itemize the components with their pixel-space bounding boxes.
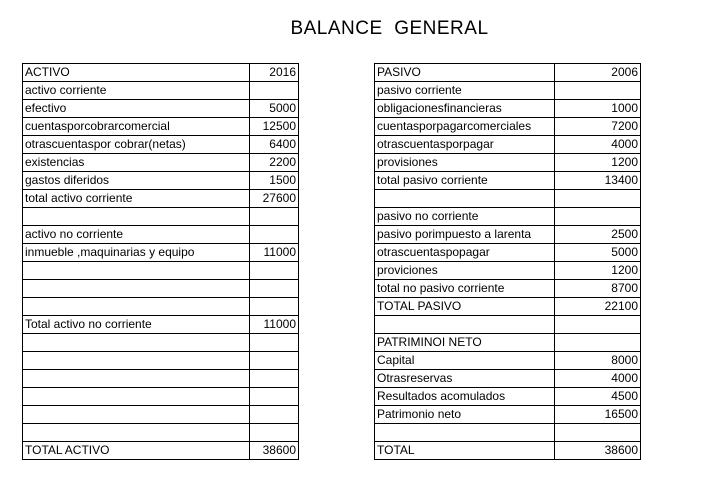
activo-label-cell[interactable]: total activo corriente <box>23 190 250 208</box>
activo-value-cell[interactable]: 27600 <box>250 190 299 208</box>
activo-value-cell[interactable] <box>250 406 299 424</box>
pasivo-value-cell[interactable] <box>555 334 641 352</box>
pasivo-row <box>375 64 641 82</box>
pasivo-row <box>375 406 641 424</box>
activo-label-cell[interactable]: inmueble ,maquinarias y equipo <box>23 244 250 262</box>
activo-label-cell[interactable]: ACTIVO <box>23 64 250 82</box>
pasivo-value-cell[interactable] <box>555 82 641 100</box>
page-title: BALANCE GENERAL <box>290 18 489 39</box>
pasivo-label-cell[interactable]: otrascuentasporpagar <box>375 136 555 154</box>
activo-row <box>23 100 299 118</box>
activo-row <box>23 370 299 388</box>
activo-row <box>23 406 299 424</box>
pasivo-row <box>375 280 641 298</box>
activo-row <box>23 388 299 406</box>
pasivo-value-cell[interactable]: 4500 <box>555 388 641 406</box>
pasivo-row <box>375 424 641 442</box>
pasivo-row <box>375 118 641 136</box>
pasivo-label-cell[interactable]: Patrimonio neto <box>375 406 555 424</box>
activo-label-cell[interactable] <box>23 424 250 442</box>
pasivo-label-cell[interactable]: PATRIMINOI NETO <box>375 334 555 352</box>
activo-label-cell[interactable] <box>23 406 250 424</box>
activo-label-cell[interactable]: activo no corriente <box>23 226 250 244</box>
activo-row <box>23 244 299 262</box>
pasivo-label-cell[interactable]: proviciones <box>375 262 555 280</box>
activo-value-cell[interactable]: 38600 <box>250 442 299 460</box>
pasivo-value-cell[interactable]: 1200 <box>555 262 641 280</box>
pasivo-value-cell[interactable]: 1200 <box>555 154 641 172</box>
pasivo-label-cell[interactable]: cuentasporpagarcomerciales <box>375 118 555 136</box>
activo-row <box>23 64 299 82</box>
activo-row <box>23 280 299 298</box>
pasivo-row <box>375 190 641 208</box>
activo-label-cell[interactable]: Total activo no corriente <box>23 316 250 334</box>
pasivo-label-cell[interactable]: pasivo no corriente <box>375 208 555 226</box>
pasivo-label-cell[interactable]: Capital <box>375 352 555 370</box>
pasivo-row <box>375 334 641 352</box>
pasivo-value-cell[interactable]: 5000 <box>555 244 641 262</box>
activo-value-cell[interactable] <box>250 370 299 388</box>
activo-row <box>23 262 299 280</box>
activo-value-cell[interactable] <box>250 226 299 244</box>
pasivo-row <box>375 316 641 334</box>
activo-value-cell[interactable]: 12500 <box>250 118 299 136</box>
activo-label-cell[interactable]: TOTAL ACTIVO <box>23 442 250 460</box>
pasivo-row <box>375 244 641 262</box>
activo-value-cell[interactable] <box>250 82 299 100</box>
pasivo-value-cell[interactable] <box>555 190 641 208</box>
pasivo-label-cell[interactable] <box>375 424 555 442</box>
activo-row <box>23 226 299 244</box>
activo-value-cell[interactable] <box>250 424 299 442</box>
pasivo-value-cell[interactable] <box>555 316 641 334</box>
pasivo-value-cell[interactable] <box>555 424 641 442</box>
pasivo-label-cell[interactable]: Resultados acomulados <box>375 388 555 406</box>
activo-label-cell[interactable] <box>23 388 250 406</box>
pasivo-row <box>375 154 641 172</box>
activo-label-cell[interactable] <box>23 298 250 316</box>
activo-value-cell[interactable] <box>250 352 299 370</box>
pasivo-row <box>375 136 641 154</box>
pasivo-label-cell[interactable]: provisiones <box>375 154 555 172</box>
pasivo-value-cell[interactable]: 4000 <box>555 370 641 388</box>
pasivo-row <box>375 370 641 388</box>
activo-label-cell[interactable] <box>23 280 250 298</box>
activo-label-cell[interactable] <box>23 370 250 388</box>
activo-row <box>23 298 299 316</box>
pasivo-row <box>375 82 641 100</box>
activo-row <box>23 154 299 172</box>
pasivo-label-cell[interactable]: obligacionesfinancieras <box>375 100 555 118</box>
pasivo-value-cell[interactable] <box>555 208 641 226</box>
pasivo-table <box>374 63 641 460</box>
activo-row <box>23 82 299 100</box>
activo-label-cell[interactable]: otrascuentaspor cobrar(netas) <box>23 136 250 154</box>
activo-value-cell[interactable]: 1500 <box>250 172 299 190</box>
pasivo-label-cell[interactable]: TOTAL PASIVO <box>375 298 555 316</box>
activo-row <box>23 208 299 226</box>
activo-label-cell[interactable]: gastos diferidos <box>23 172 250 190</box>
pasivo-row <box>375 352 641 370</box>
pasivo-value-cell[interactable]: 7200 <box>555 118 641 136</box>
activo-value-cell[interactable] <box>250 334 299 352</box>
activo-value-cell[interactable] <box>250 280 299 298</box>
activo-table <box>22 63 299 460</box>
pasivo-value-cell[interactable]: 8700 <box>555 280 641 298</box>
activo-label-cell[interactable]: efectivo <box>23 100 250 118</box>
pasivo-label-cell[interactable]: pasivo corriente <box>375 82 555 100</box>
activo-label-cell[interactable] <box>23 262 250 280</box>
activo-label-cell[interactable]: activo corriente <box>23 82 250 100</box>
activo-value-cell[interactable] <box>250 262 299 280</box>
pasivo-value-cell[interactable]: 4000 <box>555 136 641 154</box>
pasivo-row <box>375 442 641 460</box>
activo-row <box>23 334 299 352</box>
pasivo-row <box>375 298 641 316</box>
activo-label-cell[interactable] <box>23 334 250 352</box>
activo-row <box>23 118 299 136</box>
activo-value-cell[interactable]: 6400 <box>250 136 299 154</box>
pasivo-label-cell[interactable]: TOTAL <box>375 442 555 460</box>
activo-row <box>23 316 299 334</box>
pasivo-row <box>375 172 641 190</box>
activo-row <box>23 172 299 190</box>
pasivo-row <box>375 100 641 118</box>
pasivo-row <box>375 226 641 244</box>
activo-row <box>23 136 299 154</box>
activo-label-cell[interactable]: cuentasporcobrarcomercial <box>23 118 250 136</box>
pasivo-label-cell[interactable]: Otrasreservas <box>375 370 555 388</box>
pasivo-value-cell[interactable]: 38600 <box>555 442 641 460</box>
activo-value-cell[interactable] <box>250 298 299 316</box>
activo-value-cell[interactable] <box>250 208 299 226</box>
pasivo-label-cell[interactable] <box>375 190 555 208</box>
activo-row <box>23 352 299 370</box>
activo-row <box>23 442 299 460</box>
pasivo-value-cell[interactable]: 16500 <box>555 406 641 424</box>
pasivo-value-cell[interactable]: 8000 <box>555 352 641 370</box>
pasivo-label-cell[interactable]: PASIVO <box>375 64 555 82</box>
pasivo-label-cell[interactable]: total no pasivo corriente <box>375 280 555 298</box>
activo-label-cell[interactable]: existencias <box>23 154 250 172</box>
pasivo-row <box>375 262 641 280</box>
pasivo-value-cell[interactable]: 2500 <box>555 226 641 244</box>
activo-value-cell[interactable]: 5000 <box>250 100 299 118</box>
activo-row <box>23 424 299 442</box>
pasivo-label-cell[interactable]: pasivo porimpuesto a larenta <box>375 226 555 244</box>
activo-value-cell[interactable]: 11000 <box>250 244 299 262</box>
pasivo-label-cell[interactable]: total pasivo corriente <box>375 172 555 190</box>
pasivo-row <box>375 208 641 226</box>
activo-value-cell[interactable]: 2200 <box>250 154 299 172</box>
pasivo-value-cell[interactable]: 13400 <box>555 172 641 190</box>
activo-label-cell[interactable] <box>23 208 250 226</box>
activo-value-cell[interactable]: 2016 <box>250 64 299 82</box>
pasivo-value-cell[interactable]: 1000 <box>555 100 641 118</box>
pasivo-label-cell[interactable] <box>375 316 555 334</box>
pasivo-label-cell[interactable]: otrascuentaspopagar <box>375 244 555 262</box>
pasivo-value-cell[interactable]: 22100 <box>555 298 641 316</box>
activo-row <box>23 190 299 208</box>
activo-value-cell[interactable]: 11000 <box>250 316 299 334</box>
pasivo-value-cell[interactable]: 2006 <box>555 64 641 82</box>
pasivo-row <box>375 388 641 406</box>
activo-label-cell[interactable] <box>23 352 250 370</box>
activo-value-cell[interactable] <box>250 388 299 406</box>
